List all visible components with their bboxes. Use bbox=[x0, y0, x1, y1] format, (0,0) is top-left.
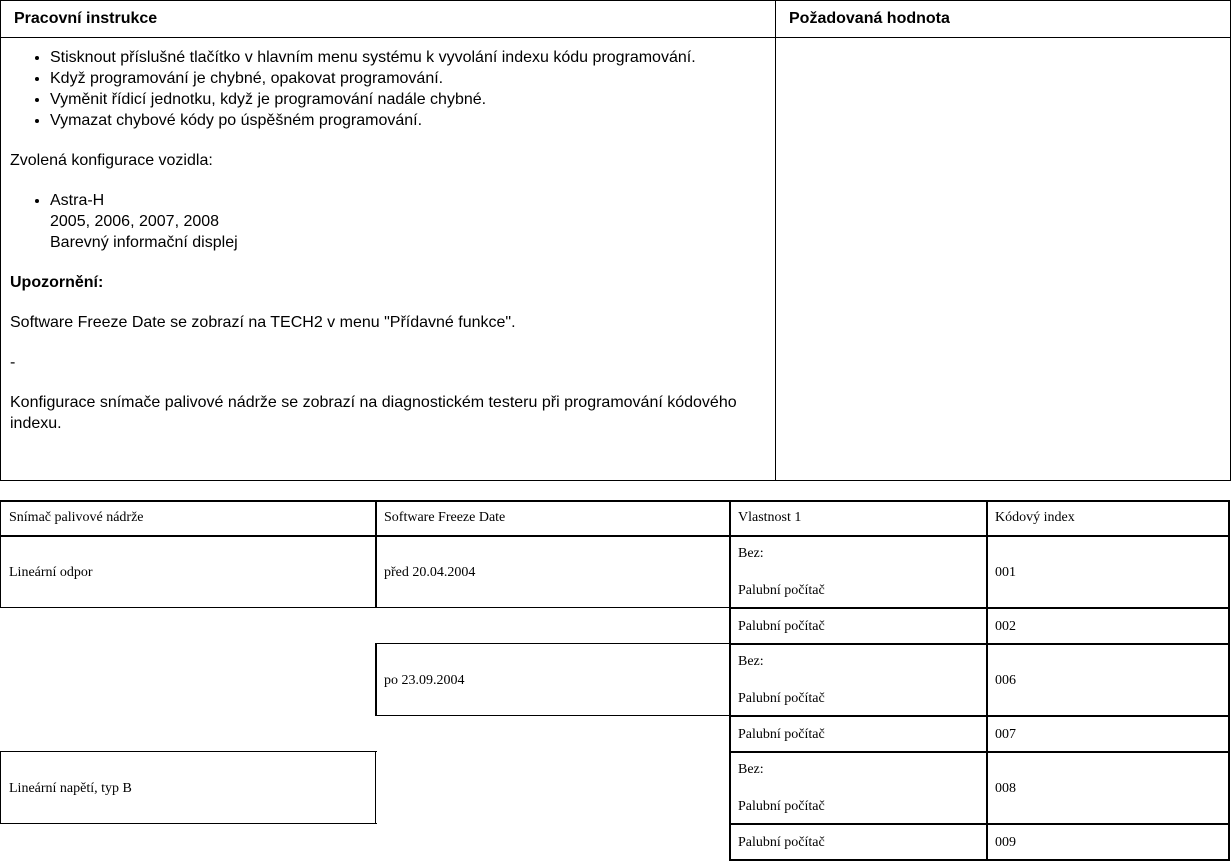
code-index-value: 007 bbox=[995, 727, 1016, 742]
property-without: Bez: bbox=[738, 762, 764, 777]
tank-sensor-note: Konfigurace snímače palivové nádrže se zobrazí na diagnostickém testeru při programování kódového indexu. bbox=[10, 394, 737, 432]
table-header-code-index: Kódový index bbox=[995, 510, 1075, 525]
header-work-instruction: Pracovní instrukce bbox=[14, 10, 158, 27]
instruction-step: • Vymazat chybové kódy po úspěšném programování. bbox=[50, 110, 760, 131]
config-item bbox=[50, 190, 760, 253]
config-display: Barevný informační displej bbox=[50, 234, 238, 251]
freeze-date-before: před 20.04.2004 bbox=[384, 565, 476, 580]
config-model: Astra-H bbox=[50, 192, 105, 209]
header-divider bbox=[1, 37, 1230, 38]
instruction-steps bbox=[10, 47, 760, 131]
property-onboard-computer: Palubní počítač bbox=[738, 583, 825, 598]
code-index-value: 009 bbox=[995, 835, 1016, 850]
property-onboard-computer: Palubní počítač bbox=[738, 835, 825, 850]
property-without: Bez: bbox=[738, 654, 764, 669]
notice-text: Software Freeze Date se zobrazí na TECH2 v menu "Přídavné funkce". bbox=[10, 314, 516, 331]
config-list bbox=[10, 190, 760, 253]
code-index-value: 006 bbox=[995, 673, 1016, 688]
sensor-linear-resistance: Lineární odpor bbox=[9, 565, 93, 580]
property-onboard-computer: Palubní počítač bbox=[738, 691, 825, 706]
instruction-step: • Vyměnit řídicí jednotku, když je programování nadále chybné. bbox=[50, 89, 760, 110]
freeze-date-after: po 23.09.2004 bbox=[384, 673, 465, 688]
separator-text: - bbox=[10, 354, 16, 371]
header-required-value: Požadovaná hodnota bbox=[789, 10, 950, 27]
property-onboard-computer: Palubní počítač bbox=[738, 727, 825, 742]
table-header-sensor: Snímač palivové nádrže bbox=[9, 510, 144, 525]
sensor-linear-voltage-b: Lineární napětí, typ B bbox=[9, 781, 132, 796]
table-header-property: Vlastnost 1 bbox=[738, 510, 802, 525]
config-label: Zvolená konfigurace vozidla: bbox=[10, 152, 213, 169]
property-without: Bez: bbox=[738, 546, 764, 561]
code-index-value: 001 bbox=[995, 565, 1016, 580]
config-years: 2005, 2006, 2007, 2008 bbox=[50, 213, 220, 230]
property-onboard-computer: Palubní počítač bbox=[738, 799, 825, 814]
property-onboard-computer: Palubní počítač bbox=[738, 619, 825, 634]
code-index-value: 002 bbox=[995, 619, 1016, 634]
instruction-step: • Stisknout příslušné tlačítko v hlavním menu systému k vyvolání indexu kódu programování. bbox=[50, 47, 760, 68]
instruction-step: • Když programování je chybné, opakovat programování. bbox=[50, 68, 760, 89]
instruction-body bbox=[10, 47, 760, 434]
column-divider bbox=[775, 1, 776, 480]
notice-label: Upozornění: bbox=[10, 274, 104, 291]
code-index-value: 008 bbox=[995, 781, 1016, 796]
table-header-freeze-date: Software Freeze Date bbox=[384, 510, 506, 525]
